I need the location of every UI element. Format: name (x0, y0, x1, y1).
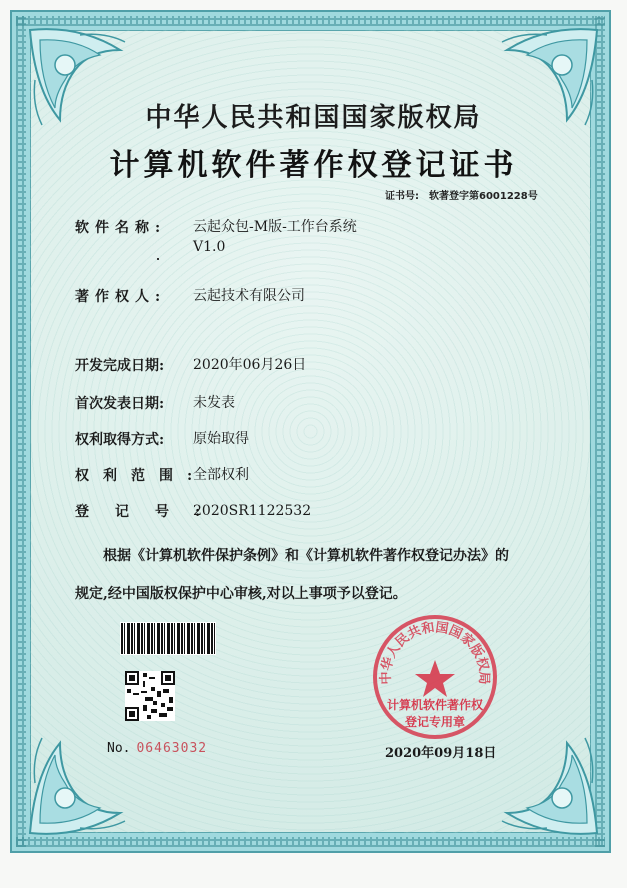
field-value: 2020SR1122532 (193, 503, 312, 519)
certificate-number-label: 证书号: (385, 191, 419, 202)
serial-number (107, 741, 207, 756)
field-value: 2020年06月26日 (193, 357, 307, 373)
field-completion-date (75, 355, 306, 375)
corner-ornament-icon (489, 725, 607, 843)
field-value: 全部权利 (193, 467, 249, 483)
stray-mark (157, 258, 159, 260)
seal-line1: 计算机软件著作权 (386, 698, 483, 712)
statement-line1: 根据《计算机软件保护条例》和《计算机软件著作权登记办法》的 (103, 548, 509, 564)
issuing-authority: 中华人民共和国国家版权局 (145, 103, 482, 133)
issue-date: 2020年09月18日 (385, 746, 497, 761)
field-value: 原始取得 (193, 431, 249, 447)
certificate-number (385, 187, 538, 202)
serial-value: 06463032 (136, 741, 208, 756)
field-label: 软件名称: (75, 220, 167, 236)
software-name-line2: V1.0 (193, 239, 226, 255)
field-label: 首次发表日期: (75, 396, 165, 412)
qr-code-icon (125, 671, 175, 721)
software-name-line1: 云起众包-M版-工作台系统 (193, 219, 357, 235)
field-registration-number (75, 501, 311, 521)
certificate-title: 计算机软件著作权登记证书 (109, 148, 518, 183)
seal-ring-text: 中华人民共和国国家版权局 (378, 620, 492, 685)
serial-label: No. (107, 741, 131, 756)
field-label: 开发完成日期: (75, 358, 165, 374)
field-acquire-method (75, 429, 249, 449)
field-label: 权利范围: (75, 468, 207, 484)
certificate-number-value: 软著登字第6001228号 (429, 191, 538, 202)
seal-line2: 登记专用章 (404, 715, 465, 729)
field-label: 权利取得方式: (75, 432, 165, 448)
field-owner (75, 286, 305, 306)
official-seal (370, 612, 500, 742)
field-value: 未发表 (193, 395, 235, 411)
barcode-icon (120, 622, 216, 655)
field-scope (75, 465, 249, 485)
field-label: 著作权人: (75, 289, 167, 305)
seal-star-icon (415, 660, 455, 697)
field-value (193, 217, 357, 257)
field-first-publish (75, 393, 235, 413)
field-value: 云起技术有限公司 (193, 288, 305, 304)
field-label: 登记号: (75, 504, 227, 520)
field-software-name (75, 217, 357, 257)
statement-line2: 规定,经中国版权保护中心审核,对以上事项予以登记。 (75, 586, 407, 602)
